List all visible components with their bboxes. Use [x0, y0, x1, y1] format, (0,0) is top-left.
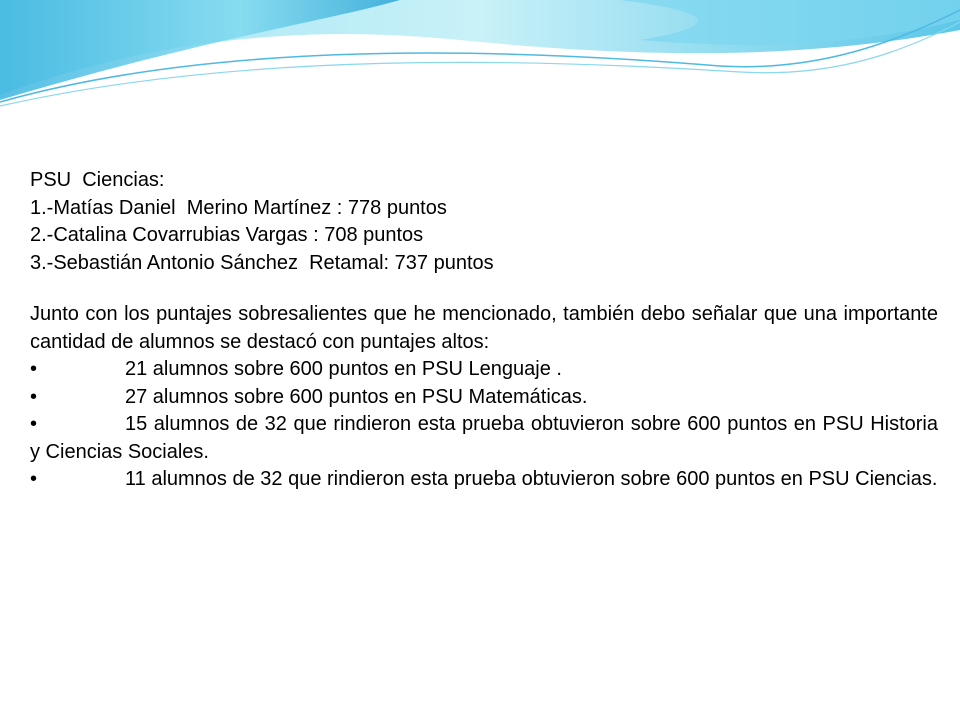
bullet-item-2 [30, 384, 938, 412]
bullet-icon: • [30, 358, 38, 380]
intro-paragraph: Junto con los puntajes sobresalientes que he mencionado, también debo señalar que una importante cantidad de alumnos se destacó con puntajes altos: [30, 303, 938, 353]
ranking-item-2: 2.-Catalina Covarrubias Vargas : 708 puntos [30, 224, 424, 246]
ranking-item-3: 3.-Sebastián Antonio Sánchez Retamal: 737 puntos [30, 251, 494, 274]
section-title: PSU Ciencias: [30, 169, 165, 191]
slide-body [30, 167, 938, 494]
bullet-text-1: 21 alumnos sobre 600 puntos en PSU Lenguaje . [125, 358, 562, 380]
bullet-item-1 [30, 356, 938, 384]
bullet-icon: • [30, 385, 38, 408]
bullet-icon: • [30, 468, 38, 490]
bullet-text-2: 27 alumnos sobre 600 puntos en PSU Matemáticas. [125, 385, 588, 408]
bullet-text-3: 15 alumnos de 32 que rindieron esta prueba obtuvieron sobre 600 puntos en PSU Historia y Ciencias Sociales. [30, 413, 938, 463]
spacer [30, 277, 938, 301]
bullet-item-3 [30, 411, 938, 466]
bullet-item-4 [30, 466, 938, 494]
bullet-text-4: 11 alumnos de 32 que rindieron esta prueba obtuvieron sobre 600 puntos en PSU Ciencias. [125, 468, 938, 490]
header-wave-decoration [0, 0, 960, 120]
ranking-item-1: 1.-Matías Daniel Merino Martínez : 778 puntos [30, 196, 447, 219]
bullet-icon: • [30, 413, 38, 435]
